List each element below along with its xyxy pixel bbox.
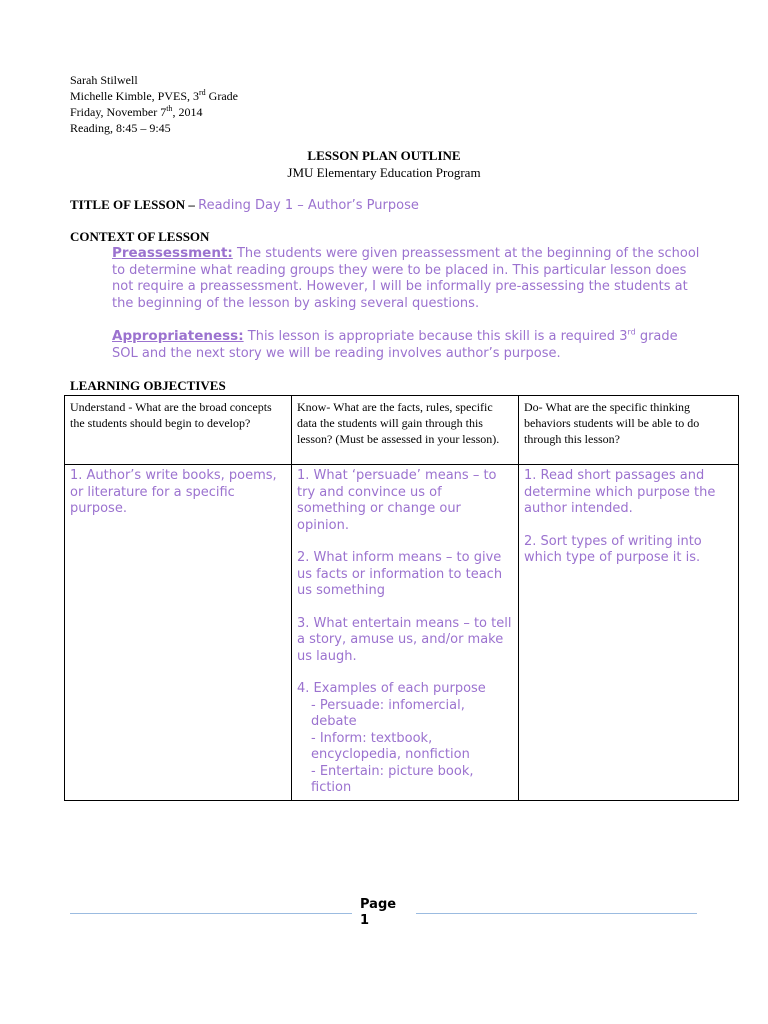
appropriateness-text-end: grade SOL and the next story we will be reading involves author’s purpose.	[112, 329, 678, 361]
page-title: LESSON PLAN OUTLINE	[307, 148, 461, 163]
program-name: JMU Elementary Education Program	[287, 165, 481, 180]
know-subitem: - Entertain: picture book, fiction	[311, 763, 474, 795]
footer-rule-right	[416, 913, 697, 914]
do-item: 1. Read short passages and determine which purpose the author intended.	[524, 468, 716, 516]
page-footer	[0, 896, 768, 936]
footer-rule-left	[70, 913, 352, 914]
understand-cell	[65, 465, 292, 801]
appropriateness-paragraph	[112, 328, 702, 362]
know-subitem: - Persuade: infomercial, debate	[311, 697, 465, 729]
preassessment-text: The students were given preassessment at the beginning of the school to determine what reading groups they were to be placed in. This particular lesson does not require a preassessment. However, I will be informally pre-assessing the students at the beginning of the lesson by asking several questions.	[112, 246, 700, 311]
grade-superscript: rd	[199, 88, 206, 97]
appropriateness-label: Appropriateness:	[112, 328, 244, 344]
appropriateness-text: This lesson is appropriate because this skill is a required 3	[247, 329, 628, 344]
know-item: 2. What inform means – to give us facts or information to teach us something	[297, 550, 503, 598]
know-item: 3. What entertain means – to tell a story, amuse us, and/or make us laugh.	[297, 615, 512, 664]
do-item: 2. Sort types of writing into which type of purpose it is.	[524, 533, 702, 565]
date-line	[70, 104, 238, 120]
understand-item: 1. Author’s write books, poems, or literature for a specific purpose.	[70, 468, 277, 516]
year-text: , 2014	[172, 105, 203, 119]
page-number	[360, 897, 404, 929]
lesson-title-line	[70, 197, 419, 213]
title-block	[0, 147, 768, 181]
appropriateness-superscript: rd	[627, 327, 636, 337]
teacher-text: Michelle Kimble, PVES, 3	[70, 89, 199, 103]
do-cell	[519, 465, 739, 801]
page-label: Page	[360, 897, 397, 912]
do-header: Do- What are the specific thinking behaviors students will be able to do through this lesson?	[519, 396, 739, 465]
page-number-value: 1	[360, 913, 370, 928]
date-superscript: th	[166, 104, 173, 113]
know-cell	[292, 465, 519, 801]
understand-header: Understand - What are the broad concepts the students should begin to develop?	[65, 396, 292, 465]
lesson-title-value: Reading Day 1 – Author’s Purpose	[198, 198, 419, 213]
lesson-title-label: TITLE OF LESSON –	[70, 197, 195, 212]
preassessment-paragraph	[112, 245, 702, 312]
document-header	[70, 72, 238, 136]
table-header-row	[65, 396, 739, 465]
grade-text: Grade	[205, 89, 238, 103]
know-item: 1. What ‘persuade’ means – to try and convince us of something or change our opinion.	[297, 468, 497, 533]
know-header: Know- What are the facts, rules, specific data the students will gain through this lesson? (Must be assessed in your lesson).	[292, 396, 519, 465]
know-subitem: - Inform: textbook, encyclopedia, nonfiction	[311, 730, 470, 762]
preassessment-label: Preassessment:	[112, 245, 233, 261]
teacher-line	[70, 88, 238, 104]
date-text: Friday, November 7	[70, 105, 167, 119]
subject-time: Reading, 8:45 – 9:45	[70, 121, 171, 135]
know-item: 4. Examples of each purpose	[297, 681, 486, 696]
author-name: Sarah Stilwell	[70, 73, 138, 87]
table-row	[65, 465, 739, 801]
objectives-table	[64, 395, 739, 801]
objectives-heading: LEARNING OBJECTIVES	[70, 378, 226, 393]
context-heading: CONTEXT OF LESSON	[70, 229, 210, 244]
